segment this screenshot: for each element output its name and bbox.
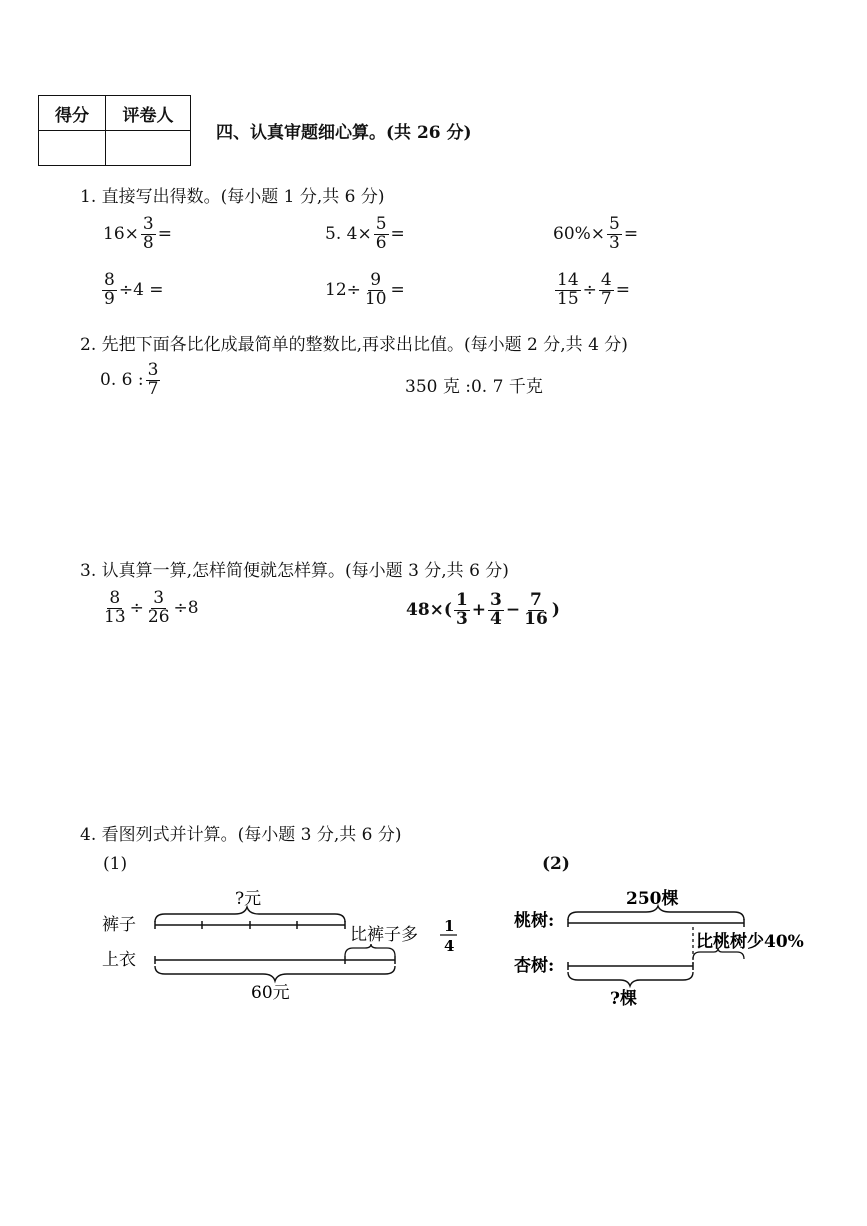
grader-cell[interactable] bbox=[106, 131, 191, 166]
q1-item-2: 5. 4× $\frac{5}{6}$ = bbox=[325, 214, 405, 253]
score-label: 得分 bbox=[39, 96, 106, 131]
q2-title: 2. 先把下面各比化成最简单的整数比,再求出比值。(每小题 2 分,共 4 分) bbox=[80, 335, 628, 355]
q1-title: 1. 直接写出得数。(每小题 1 分,共 6 分) bbox=[80, 187, 385, 207]
d2-row2: 杏树: bbox=[514, 956, 555, 976]
d2-unknown: ?棵 bbox=[610, 989, 637, 1009]
q4-p2-label: (2) bbox=[542, 854, 570, 874]
d2-row1: 桃树: bbox=[514, 911, 555, 931]
q1-item-4: $\frac{8}{9}$ ÷4 = bbox=[104, 270, 164, 309]
q2-item-a: 0. 6 : $\frac{3}{7}$ bbox=[100, 360, 159, 399]
d1-row1: 裤子 bbox=[102, 915, 136, 935]
diagram-1 bbox=[95, 880, 485, 1005]
d1-unknown: ?元 bbox=[235, 889, 262, 909]
score-cell[interactable] bbox=[39, 131, 106, 166]
q2-item-b: 350 克 :0. 7 千克 bbox=[405, 377, 543, 397]
q3-title: 3. 认真算一算,怎样简便就怎样算。(每小题 3 分,共 6 分) bbox=[80, 561, 509, 581]
d1-total: 60元 bbox=[251, 983, 290, 1003]
q3-item-b: 48×( $\frac{1}{3}$ + $\frac{3}{4}$ − $\frac{7}{16}$ ) bbox=[406, 590, 560, 629]
d1-frac-den: 4 bbox=[444, 937, 455, 955]
section-title: 四、认真审题细心算。(共 26 分) bbox=[216, 123, 472, 143]
q3-item-a: $\frac{8}{13}$ ÷ $\frac{3}{26}$ ÷8 bbox=[104, 588, 199, 627]
d1-frac-num: 1 bbox=[444, 917, 455, 935]
score-table bbox=[38, 95, 191, 166]
d1-compare: 比裤子多 bbox=[350, 925, 418, 945]
q4-p1-label: (1) bbox=[103, 854, 128, 874]
q1-item-6: $\frac{14}{15}$ ÷ $\frac{4}{7}$ = bbox=[557, 270, 630, 309]
diagram-2 bbox=[510, 880, 845, 1010]
d2-compare: 比桃树少40% bbox=[696, 932, 804, 952]
q1-item-3: 60%× $\frac{5}{3}$ = bbox=[553, 214, 639, 253]
d2-total: 250棵 bbox=[626, 889, 679, 909]
d1-row2: 上衣 bbox=[102, 950, 136, 970]
q4-title: 4. 看图列式并计算。(每小题 3 分,共 6 分) bbox=[80, 825, 402, 845]
q1-item-1: 16× $\frac{3}{8}$ = bbox=[103, 214, 172, 253]
grader-label: 评卷人 bbox=[106, 96, 191, 131]
q1-item-5: 12÷ $\frac{9}{10}$ = bbox=[325, 270, 405, 309]
